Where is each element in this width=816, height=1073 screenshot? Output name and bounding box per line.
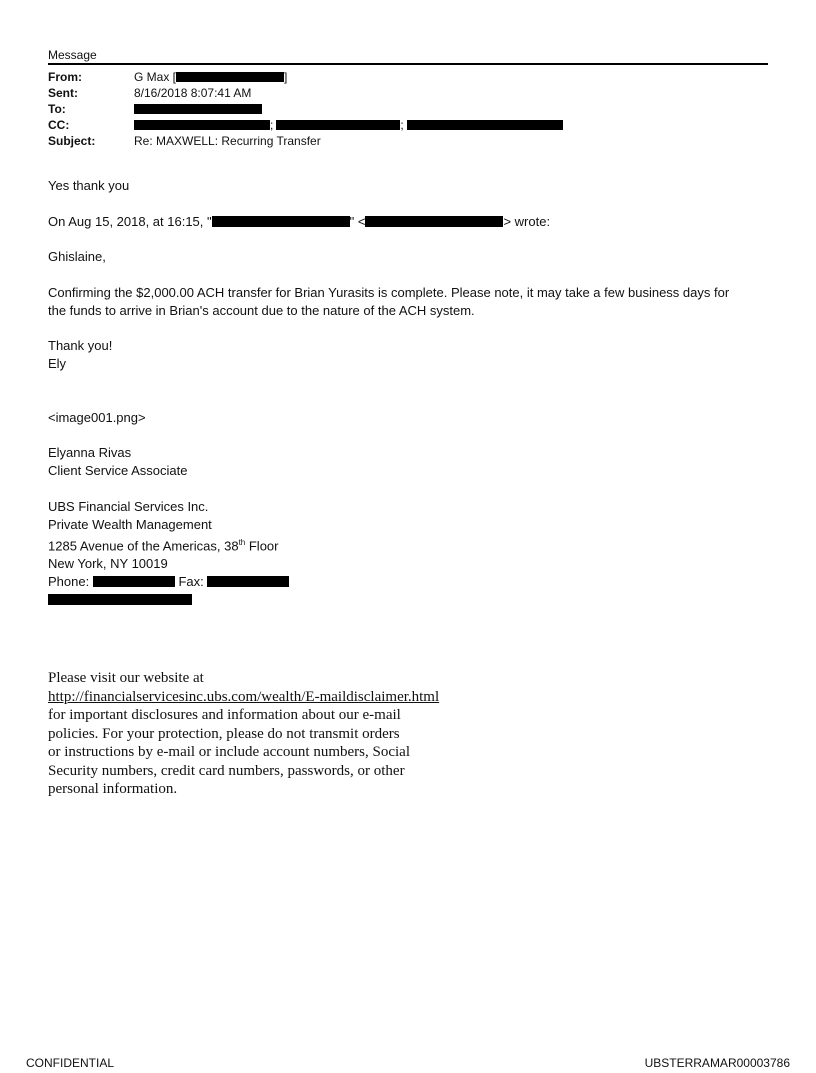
disclaimer-line-4: policies. For your protection, please do not transmit orders bbox=[48, 725, 400, 742]
redacted-email bbox=[48, 594, 192, 605]
sign-short: Ely bbox=[48, 356, 67, 371]
quote-mid: " < bbox=[349, 214, 366, 229]
from-name: G Max [ bbox=[134, 70, 177, 84]
sent-label: Sent: bbox=[48, 86, 78, 100]
image-reference: <image001.png> bbox=[48, 410, 146, 425]
company-division: Private Wealth Management bbox=[48, 517, 212, 532]
redacted-cc-email-1 bbox=[134, 120, 270, 130]
subject-value: Re: MAXWELL: Recurring Transfer bbox=[134, 134, 321, 148]
redacted-to-email bbox=[134, 104, 262, 114]
greeting: Ghislaine, bbox=[48, 249, 106, 264]
cc-label: CC: bbox=[48, 118, 70, 132]
redacted-fax bbox=[207, 576, 289, 587]
cc-separator-1: ; bbox=[270, 118, 274, 132]
from-row bbox=[48, 69, 287, 85]
footer-confidential: CONFIDENTIAL bbox=[26, 1056, 115, 1070]
thanks-text: Thank you! bbox=[48, 338, 113, 353]
phone-label: Phone: bbox=[48, 574, 90, 590]
sent-row bbox=[48, 85, 251, 101]
subject-row bbox=[48, 133, 321, 149]
redacted-cc-email-2 bbox=[276, 120, 400, 130]
paragraph-line-2: the funds to arrive in Brian's account due to the nature of the ACH system. bbox=[48, 303, 475, 318]
disclaimer-line-3: for important disclosures and information about our e-mail bbox=[48, 707, 401, 723]
sent-value: 8/16/2018 8:07:41 AM bbox=[134, 86, 252, 100]
disclaimer-line-6: Security numbers, credit card numbers, passwords, or other bbox=[48, 762, 405, 779]
email-row bbox=[48, 591, 289, 609]
reply-text: Yes thank you bbox=[48, 178, 130, 193]
fax-label: Fax: bbox=[178, 574, 204, 590]
redacted-sender-email bbox=[365, 216, 503, 227]
quote-prefix: On Aug 15, 2018, at 16:15, " bbox=[48, 214, 212, 229]
signature-title: Client Service Associate bbox=[48, 463, 188, 478]
disclaimer-line-7: personal information. bbox=[48, 781, 178, 797]
signature-name: Elyanna Rivas bbox=[48, 445, 132, 460]
company-city: New York, NY 10019 bbox=[48, 556, 168, 572]
subject-label: Subject: bbox=[48, 134, 96, 148]
disclaimer-line-1: Please visit our website at bbox=[48, 670, 204, 686]
disclaimer-link[interactable]: http://financialservicesinc.ubs.com/wealth/E-maildisclaimer.html bbox=[48, 688, 440, 705]
header-divider bbox=[48, 63, 768, 65]
quote-attribution bbox=[48, 213, 550, 231]
phone-fax-row bbox=[48, 573, 289, 591]
from-label: From: bbox=[48, 70, 82, 84]
address-street: 1285 Avenue of the Americas, 38 bbox=[48, 538, 239, 554]
cc-row bbox=[48, 117, 563, 133]
redacted-sender-name bbox=[212, 216, 350, 227]
company-name: UBS Financial Services Inc. bbox=[48, 499, 209, 514]
company-block bbox=[48, 498, 289, 609]
redacted-cc-email-3 bbox=[407, 120, 563, 130]
redacted-phone bbox=[93, 576, 175, 587]
disclaimer bbox=[48, 669, 568, 799]
body-paragraph bbox=[48, 284, 778, 320]
from-close: ] bbox=[284, 70, 288, 84]
signature-block bbox=[48, 444, 187, 480]
sign-off bbox=[48, 337, 112, 373]
to-row bbox=[48, 101, 262, 117]
disclaimer-line-5: or instructions by e-mail or include account numbers, Social bbox=[48, 744, 410, 760]
address-superscript: th bbox=[238, 538, 246, 547]
company-address bbox=[48, 534, 289, 555]
cc-separator-2: ; bbox=[400, 118, 404, 132]
redacted-from-email bbox=[176, 72, 284, 82]
footer-bates-number: UBSTERRAMAR00003786 bbox=[644, 1056, 790, 1070]
message-label: Message bbox=[48, 48, 97, 62]
paragraph-line-1: Confirming the $2,000.00 ACH transfer for Brian Yurasits is complete. Please note, it may take a few business days for bbox=[48, 285, 730, 300]
address-floor: Floor bbox=[245, 538, 279, 554]
to-label: To: bbox=[48, 102, 66, 116]
quote-suffix: > wrote: bbox=[503, 214, 551, 229]
